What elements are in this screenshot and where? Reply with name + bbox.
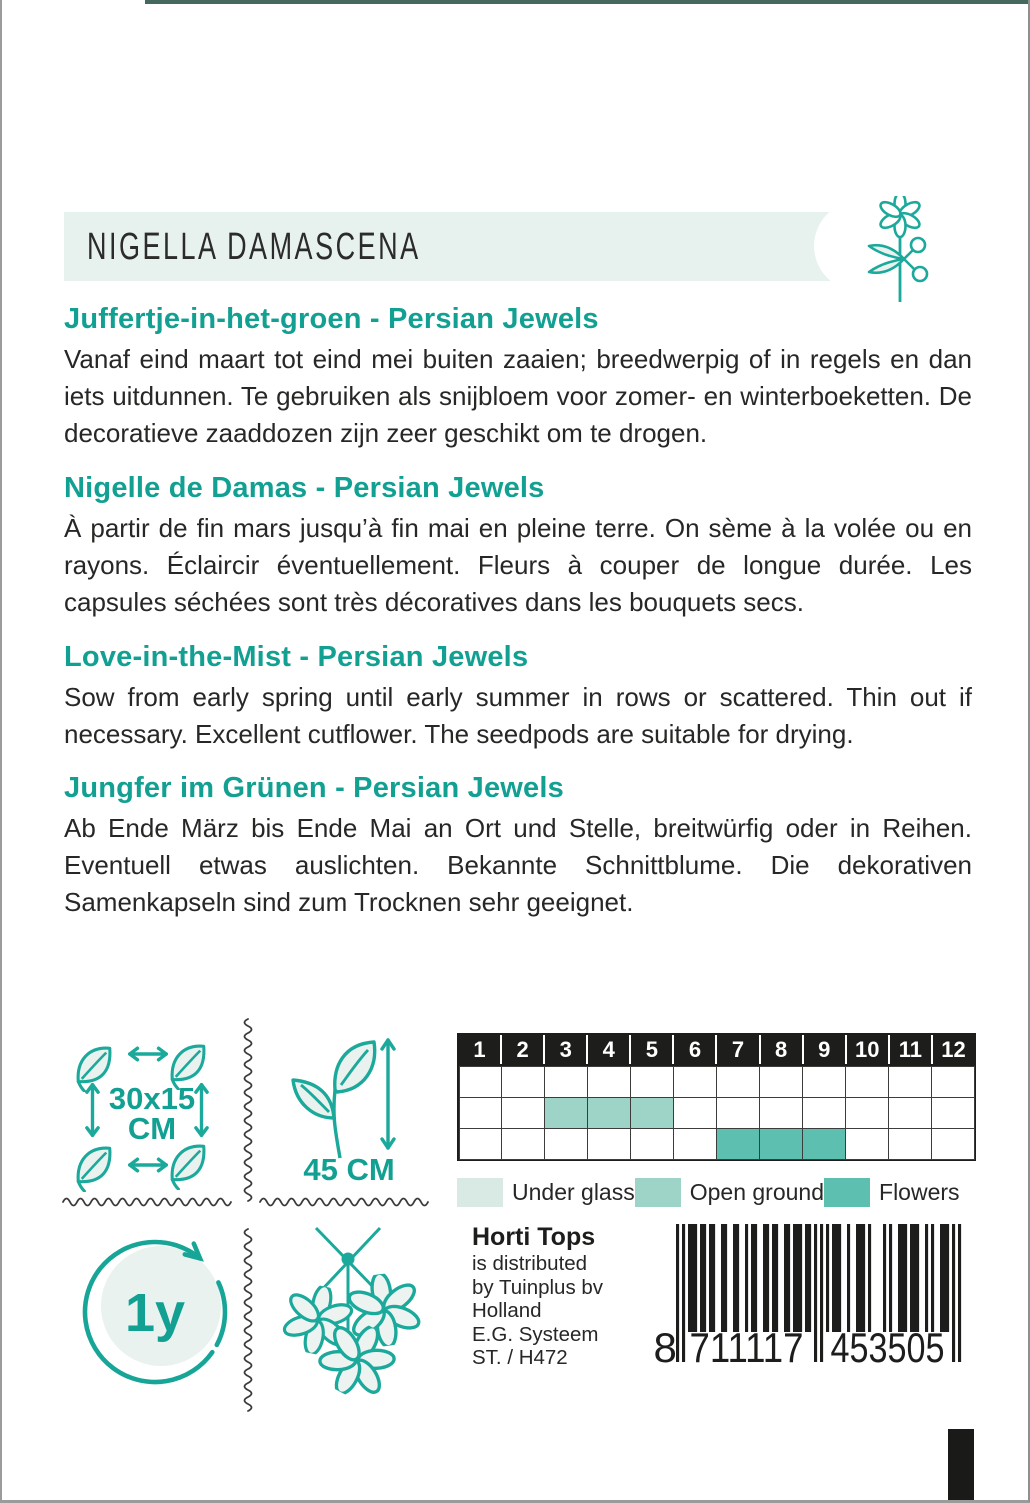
- barcode-bar: [901, 1224, 904, 1332]
- barcode-bar: [952, 1224, 955, 1362]
- barcode-bar: [694, 1224, 697, 1332]
- barcode-bar: [751, 1224, 754, 1332]
- barcode-bar: [709, 1224, 712, 1332]
- distributor-info: [472, 1222, 652, 1370]
- section-heading-nl: Juffertje-in-het-groen - Persian Jewels: [64, 303, 599, 335]
- barcode-bar: [787, 1224, 790, 1332]
- barcode-digits: 453505: [830, 1324, 945, 1365]
- calendar-cell: [802, 1097, 846, 1129]
- section-heading-fr: Nigelle de Damas - Persian Jewels: [64, 472, 545, 504]
- calendar-month-label: 1: [459, 1035, 500, 1064]
- calendar-cell: [459, 1097, 503, 1129]
- distributor-lines: [472, 1252, 652, 1370]
- calendar-month-label: 6: [674, 1035, 715, 1064]
- barcode-bar: [766, 1224, 769, 1332]
- barcode-bar: [763, 1224, 766, 1332]
- calendar-cell: [888, 1097, 932, 1129]
- packet-top-edge: [145, 0, 1030, 4]
- legend-item: [635, 1178, 824, 1207]
- barcode-digits: 711117: [689, 1324, 804, 1365]
- barcode-bar: [856, 1224, 859, 1332]
- calendar-month-label: 11: [890, 1035, 931, 1064]
- barcode-bar: [736, 1224, 739, 1332]
- section-body-nl: Vanaf eind maart tot eind mei buiten zaaien; breedwerpig of in regels en dan iets uitdunnen. Te gebruiken als snijbloem voor zomer- en winterboeketten. De decoratieve zaaddozen zijn zeer geschikt om te drogen.: [64, 344, 972, 448]
- barcode-bar: [943, 1224, 946, 1332]
- barcode-bar: [688, 1224, 691, 1332]
- barcode-bar: [847, 1224, 850, 1332]
- section-body-en: Sow from early spring until early summer in rows or scattered. Thin out if necessary. Excellent cutflower. The seedpods are suitable for drying.: [64, 682, 972, 749]
- calendar-cell: [587, 1066, 631, 1098]
- legend-label: Flowers: [879, 1179, 960, 1205]
- calendar-cell: [630, 1097, 674, 1129]
- calendar-month-label: 10: [847, 1035, 888, 1064]
- section-body-de: Ab Ende März bis Ende Mai an Ort und Stelle, breitwürfig oder in Reihen. Eventuell etwas auslichten. Bekannte Schnittblume. Die dekorativen Samenkapseln sind zum Trocknen sehr geeignet.: [64, 813, 972, 917]
- legend-swatch: [824, 1178, 870, 1207]
- sprout-icon: [284, 1030, 384, 1160]
- calendar-cell: [716, 1066, 760, 1098]
- horizontal-arrow-icon: [125, 1044, 171, 1064]
- barcode-bar: [832, 1224, 835, 1332]
- calendar-cell: [501, 1128, 545, 1160]
- barcode-bar: [703, 1224, 706, 1332]
- barcode-bar: [682, 1224, 685, 1362]
- divider-wave-vertical: [242, 1018, 254, 1208]
- barcode-bar: [712, 1224, 715, 1332]
- legend-item: [824, 1178, 961, 1207]
- calendar-cell: [845, 1097, 889, 1129]
- height-arrow-icon: [378, 1033, 398, 1155]
- barcode-bar: [775, 1224, 778, 1332]
- calendar-cell: [587, 1128, 631, 1160]
- barcode-bar: [835, 1224, 838, 1332]
- calendar-cell: [501, 1066, 545, 1098]
- barcode-bar: [700, 1224, 703, 1332]
- calendar-month-label: 2: [502, 1035, 543, 1064]
- barcode-bar: [898, 1224, 901, 1332]
- section-heading-de: Jungfer im Grünen - Persian Jewels: [64, 772, 564, 804]
- barcode-bar: [805, 1224, 808, 1332]
- barcode-bar: [772, 1224, 775, 1332]
- calendar-cell: [459, 1066, 503, 1098]
- barcode-bar: [745, 1224, 748, 1332]
- barcode-bar: [838, 1224, 841, 1332]
- calendar-month-label: 12: [933, 1035, 974, 1064]
- barcode-digits: 8: [653, 1324, 677, 1365]
- calendar-cell: [716, 1128, 760, 1160]
- barcode-bar: [889, 1224, 892, 1332]
- calendar-cell: [716, 1097, 760, 1129]
- cut-flower-icon: [855, 196, 943, 304]
- distributor-name: Horti Tops: [472, 1223, 596, 1251]
- legend-swatch: [457, 1178, 503, 1207]
- calendar-cell: [630, 1066, 674, 1098]
- calendar-cell: [759, 1097, 803, 1129]
- spacing-unit: CM: [127, 1111, 177, 1146]
- scissors-icon: [869, 238, 927, 281]
- height-value: 45 CM: [303, 1152, 395, 1187]
- barcode-bar: [868, 1224, 871, 1332]
- barcode-bar: [859, 1224, 862, 1332]
- barcode-bar: [721, 1224, 724, 1332]
- legend-swatch: [635, 1178, 681, 1207]
- calendar-month-label: 9: [804, 1035, 845, 1064]
- calendar-cell: [845, 1128, 889, 1160]
- distributor-line: ST. / H472: [472, 1346, 568, 1369]
- barcode-bar: [691, 1224, 694, 1332]
- barcode: [652, 1224, 970, 1365]
- calendar-month-label: 7: [717, 1035, 758, 1064]
- calendar-month-label: 3: [545, 1035, 586, 1064]
- barcode-bar: [808, 1224, 811, 1332]
- calendar-cell: [673, 1097, 717, 1129]
- divider-wave-horizontal: [62, 1196, 242, 1208]
- barcode-bar: [883, 1224, 886, 1332]
- sowing-calendar: [457, 1033, 976, 1207]
- calendar-cell: [759, 1066, 803, 1098]
- calendar-month-label: 5: [631, 1035, 672, 1064]
- calendar-cell: [544, 1128, 588, 1160]
- barcode-bar: [799, 1224, 802, 1332]
- barcode-bar: [913, 1224, 916, 1332]
- barcode-bar: [958, 1224, 961, 1362]
- legend-label: Under glass: [512, 1179, 635, 1205]
- calendar-month-label: 4: [588, 1035, 629, 1064]
- calendar-cell: [888, 1128, 932, 1160]
- calendar-cell: [931, 1066, 975, 1098]
- calendar-grid: [457, 1066, 976, 1161]
- divider-wave-horizontal: [259, 1196, 441, 1208]
- section-heading-en: Love-in-the-Mist - Persian Jewels: [64, 641, 529, 673]
- barcode-bar: [793, 1224, 796, 1332]
- calendar-cell: [759, 1128, 803, 1160]
- calendar-cell: [931, 1097, 975, 1129]
- calendar-legend: [457, 1178, 976, 1207]
- barcode-bar: [820, 1224, 823, 1362]
- distributor-line: E.G. Systeem: [472, 1322, 599, 1346]
- calendar-cell: [845, 1066, 889, 1098]
- variety-title: NIGELLA DAMASCENA: [87, 224, 421, 268]
- barcode-bar: [724, 1224, 727, 1332]
- calendar-month-header: [457, 1033, 976, 1066]
- calendar-cell: [888, 1066, 932, 1098]
- divider-wave-vertical: [242, 1228, 254, 1414]
- barcode-svg: [652, 1224, 970, 1365]
- barcode-bar: [784, 1224, 787, 1332]
- barcode-bar: [754, 1224, 757, 1332]
- calendar-cell: [931, 1128, 975, 1160]
- calendar-cell: [459, 1128, 503, 1160]
- calendar-cell: [501, 1097, 545, 1129]
- barcode-bar: [862, 1224, 865, 1332]
- calendar-cell: [673, 1128, 717, 1160]
- legend-item: [457, 1178, 635, 1207]
- calendar-cell: [544, 1097, 588, 1129]
- section-body-fr: À partir de fin mars jusqu’à fin mai en pleine terre. On sème à la volée ou en rayons. Éclaircir éventuellement. Fleurs à couper de longue durée. Les capsules séchées sont très décoratives dans les bouquets secs.: [64, 513, 972, 617]
- distributor-line: by Tuinplus bv: [472, 1275, 604, 1299]
- print-mark-tab: [948, 1429, 974, 1503]
- barcode-bar: [946, 1224, 949, 1332]
- barcode-bar: [925, 1224, 928, 1332]
- distributor-line: is distributed: [472, 1252, 588, 1275]
- calendar-cell: [673, 1066, 717, 1098]
- barcode-bar: [916, 1224, 919, 1332]
- barcode-bar: [931, 1224, 934, 1332]
- drying-bouquet-icon: [260, 1224, 435, 1399]
- barcode-bar: [904, 1224, 907, 1332]
- barcode-bar: [814, 1224, 817, 1362]
- calendar-month-label: 8: [761, 1035, 802, 1064]
- title-banner: [64, 212, 838, 281]
- barcode-bar: [910, 1224, 913, 1332]
- distributor-line: Holland: [472, 1299, 542, 1322]
- barcode-bar: [796, 1224, 799, 1332]
- horizontal-arrow-icon: [125, 1155, 171, 1175]
- calendar-cell: [630, 1128, 674, 1160]
- vertical-arrow-icon: [83, 1080, 102, 1140]
- calendar-cell: [802, 1066, 846, 1098]
- spacing-value: 30x15: [108, 1081, 196, 1116]
- barcode-bar: [940, 1224, 943, 1332]
- barcode-bar: [733, 1224, 736, 1332]
- calendar-cell: [587, 1097, 631, 1129]
- legend-label: Open ground: [689, 1179, 825, 1205]
- calendar-cell: [544, 1066, 588, 1098]
- barcode-bar: [826, 1224, 829, 1332]
- lifecycle-value: 1y: [124, 1283, 186, 1343]
- calendar-cell: [802, 1128, 846, 1160]
